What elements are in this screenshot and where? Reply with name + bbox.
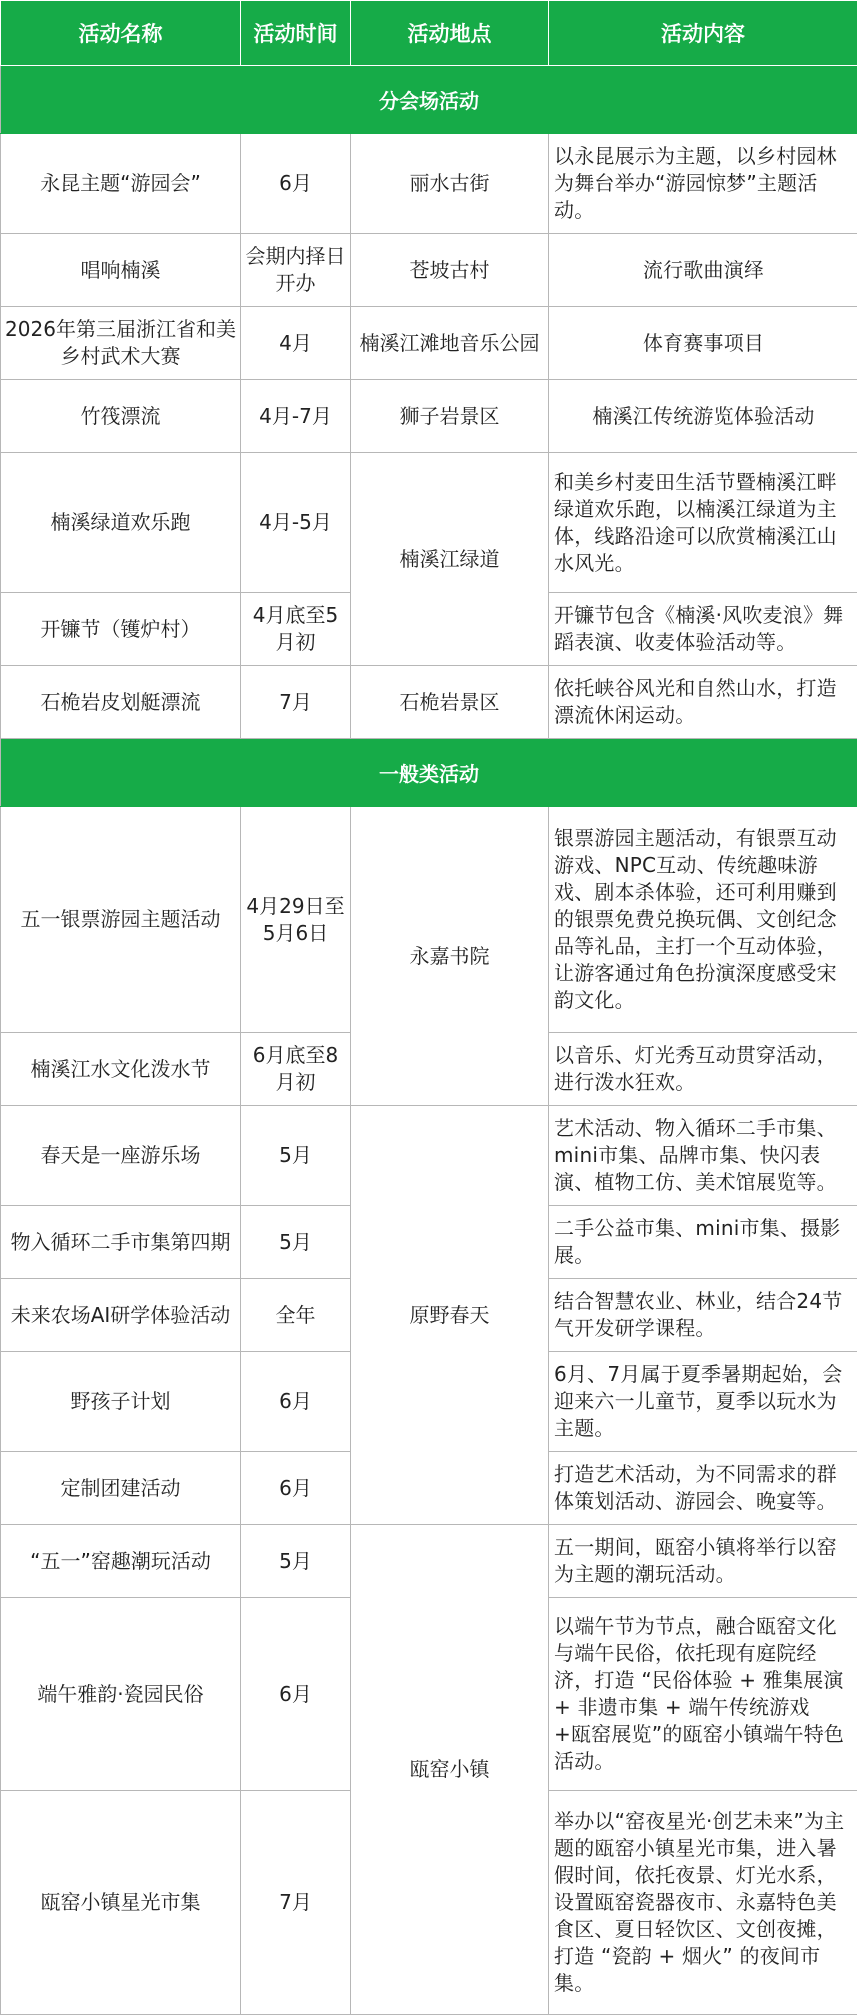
activity-place: 楠溪江滩地音乐公园 — [351, 307, 549, 380]
activity-name: 定制团建活动 — [1, 1452, 241, 1525]
activity-content: 五一期间，瓯窑小镇将举行以窑为主题的潮玩活动。 — [549, 1525, 857, 1598]
activity-name: 未来农场AI研学体验活动 — [1, 1279, 241, 1352]
activity-time: 4月-5月 — [241, 453, 351, 593]
activity-time: 4月-7月 — [241, 380, 351, 453]
activity-name: 楠溪绿道欢乐跑 — [1, 453, 241, 593]
activity-content: 结合智慧农业、林业，结合24节气开发研学课程。 — [549, 1279, 857, 1352]
activity-name: 楠溪江水文化泼水节 — [1, 1033, 241, 1106]
section-row — [1, 739, 857, 807]
header-place: 活动地点 — [351, 1, 549, 66]
activity-name: 物入循环二手市集第四期 — [1, 1206, 241, 1279]
activity-name: 竹筏漂流 — [1, 380, 241, 453]
activity-content: 以端午节为节点，融合瓯窑文化与端午民俗，依托现有庭院经济，打造 “民俗体验 + 雅集展演 + 非遗市集 + 端午传统游戏 +瓯窑展览”的瓯窑小镇端午特色活动。 — [549, 1598, 857, 1791]
activity-time: 5月 — [241, 1525, 351, 1598]
activity-time: 6月 — [241, 134, 351, 234]
activity-name: 五一银票游园主题活动 — [1, 807, 241, 1033]
header-name: 活动名称 — [1, 1, 241, 66]
table-row — [1, 380, 857, 453]
activity-name: 唱响楠溪 — [1, 234, 241, 307]
activity-content: 6月、7月属于夏季暑期起始，会迎来六一儿童节，夏季以玩水为主题。 — [549, 1352, 857, 1452]
activity-time: 4月 — [241, 307, 351, 380]
activity-name: 春天是一座游乐场 — [1, 1106, 241, 1206]
table-row — [1, 134, 857, 234]
activity-name: 石桅岩皮划艇漂流 — [1, 666, 241, 739]
activity-content: 银票游园主题活动，有银票互动游戏、NPC互动、传统趣味游戏、剧本杀体验，还可利用赚到的银票免费兑换玩偶、文创纪念品等礼品，主打一个互动体验，让游客通过角色扮演深度感受宋韵文化。 — [549, 807, 857, 1033]
activity-content: 艺术活动、物入循环二手市集、mini市集、品牌市集、快闪表演、植物工仿、美术馆展览等。 — [549, 1106, 857, 1206]
activity-place: 狮子岩景区 — [351, 380, 549, 453]
activity-content: 体育赛事项目 — [549, 307, 857, 380]
table-row — [1, 666, 857, 739]
activity-content: 以永昆展示为主题，以乡村园林为舞台举办“游园惊梦”主题活动。 — [549, 134, 857, 234]
activity-content: 打造艺术活动，为不同需求的群体策划活动、游园会、晚宴等。 — [549, 1452, 857, 1525]
header-content: 活动内容 — [549, 1, 857, 66]
activity-content: 和美乡村麦田生活节暨楠溪江畔绿道欢乐跑，以楠溪江绿道为主体，线路沿途可以欣赏楠溪江山水风光。 — [549, 453, 857, 593]
activity-time: 7月 — [241, 666, 351, 739]
activity-time: 4月底至5月初 — [241, 593, 351, 666]
section-row — [1, 66, 857, 134]
table-row — [1, 1106, 857, 1206]
table-row — [1, 234, 857, 307]
activity-time: 5月 — [241, 1106, 351, 1206]
section-title: 一般类活动 — [1, 739, 857, 807]
activity-time: 6月 — [241, 1598, 351, 1791]
table-row — [1, 307, 857, 380]
activity-name: 2026年第三届浙江省和美乡村武术大赛 — [1, 307, 241, 380]
activity-name: 野孩子计划 — [1, 1352, 241, 1452]
table-row — [1, 807, 857, 1033]
activity-time: 5月 — [241, 1206, 351, 1279]
activity-place: 楠溪江绿道 — [351, 453, 549, 666]
section-title: 分会场活动 — [1, 66, 857, 134]
activity-name: 瓯窑小镇星光市集 — [1, 1791, 241, 2015]
activity-time: 7月 — [241, 1791, 351, 2015]
activity-name: 端午雅韵·瓷园民俗 — [1, 1598, 241, 1791]
activity-time: 会期内择日开办 — [241, 234, 351, 307]
table-row — [1, 1525, 857, 1598]
activity-content: 二手公益市集、mini市集、摄影展。 — [549, 1206, 857, 1279]
activity-content: 流行歌曲演绎 — [549, 234, 857, 307]
activity-place: 原野春天 — [351, 1106, 549, 1525]
activity-time: 4月29日至5月6日 — [241, 807, 351, 1033]
activity-place: 瓯窑小镇 — [351, 1525, 549, 2015]
activity-name: “五一”窑趣潮玩活动 — [1, 1525, 241, 1598]
activity-time: 6月 — [241, 1452, 351, 1525]
activity-name: 永昆主题“游园会” — [1, 134, 241, 234]
header-row — [1, 1, 857, 66]
activity-content: 依托峡谷风光和自然山水，打造漂流休闲运动。 — [549, 666, 857, 739]
activity-name: 开镰节（镬炉村） — [1, 593, 241, 666]
activity-place: 石桅岩景区 — [351, 666, 549, 739]
activity-place: 苍坡古村 — [351, 234, 549, 307]
activity-place: 丽水古街 — [351, 134, 549, 234]
activity-content: 以音乐、灯光秀互动贯穿活动，进行泼水狂欢。 — [549, 1033, 857, 1106]
activity-content: 楠溪江传统游览体验活动 — [549, 380, 857, 453]
activity-place: 永嘉书院 — [351, 807, 549, 1106]
activity-time: 6月底至8月初 — [241, 1033, 351, 1106]
activity-content: 举办以“窑夜星光·创艺未来”为主题的瓯窑小镇星光市集，进入暑假时间，依托夜景、灯光水系，设置瓯窑瓷器夜市、永嘉特色美食区、夏日轻饮区、文创夜摊，打造 “瓷韵 + 烟火” 的夜间市集。 — [549, 1791, 857, 2015]
activity-time: 6月 — [241, 1352, 351, 1452]
table-row — [1, 453, 857, 593]
activity-time: 全年 — [241, 1279, 351, 1352]
activity-content: 开镰节包含《楠溪·风吹麦浪》舞蹈表演、收麦体验活动等。 — [549, 593, 857, 666]
header-time: 活动时间 — [241, 1, 351, 66]
